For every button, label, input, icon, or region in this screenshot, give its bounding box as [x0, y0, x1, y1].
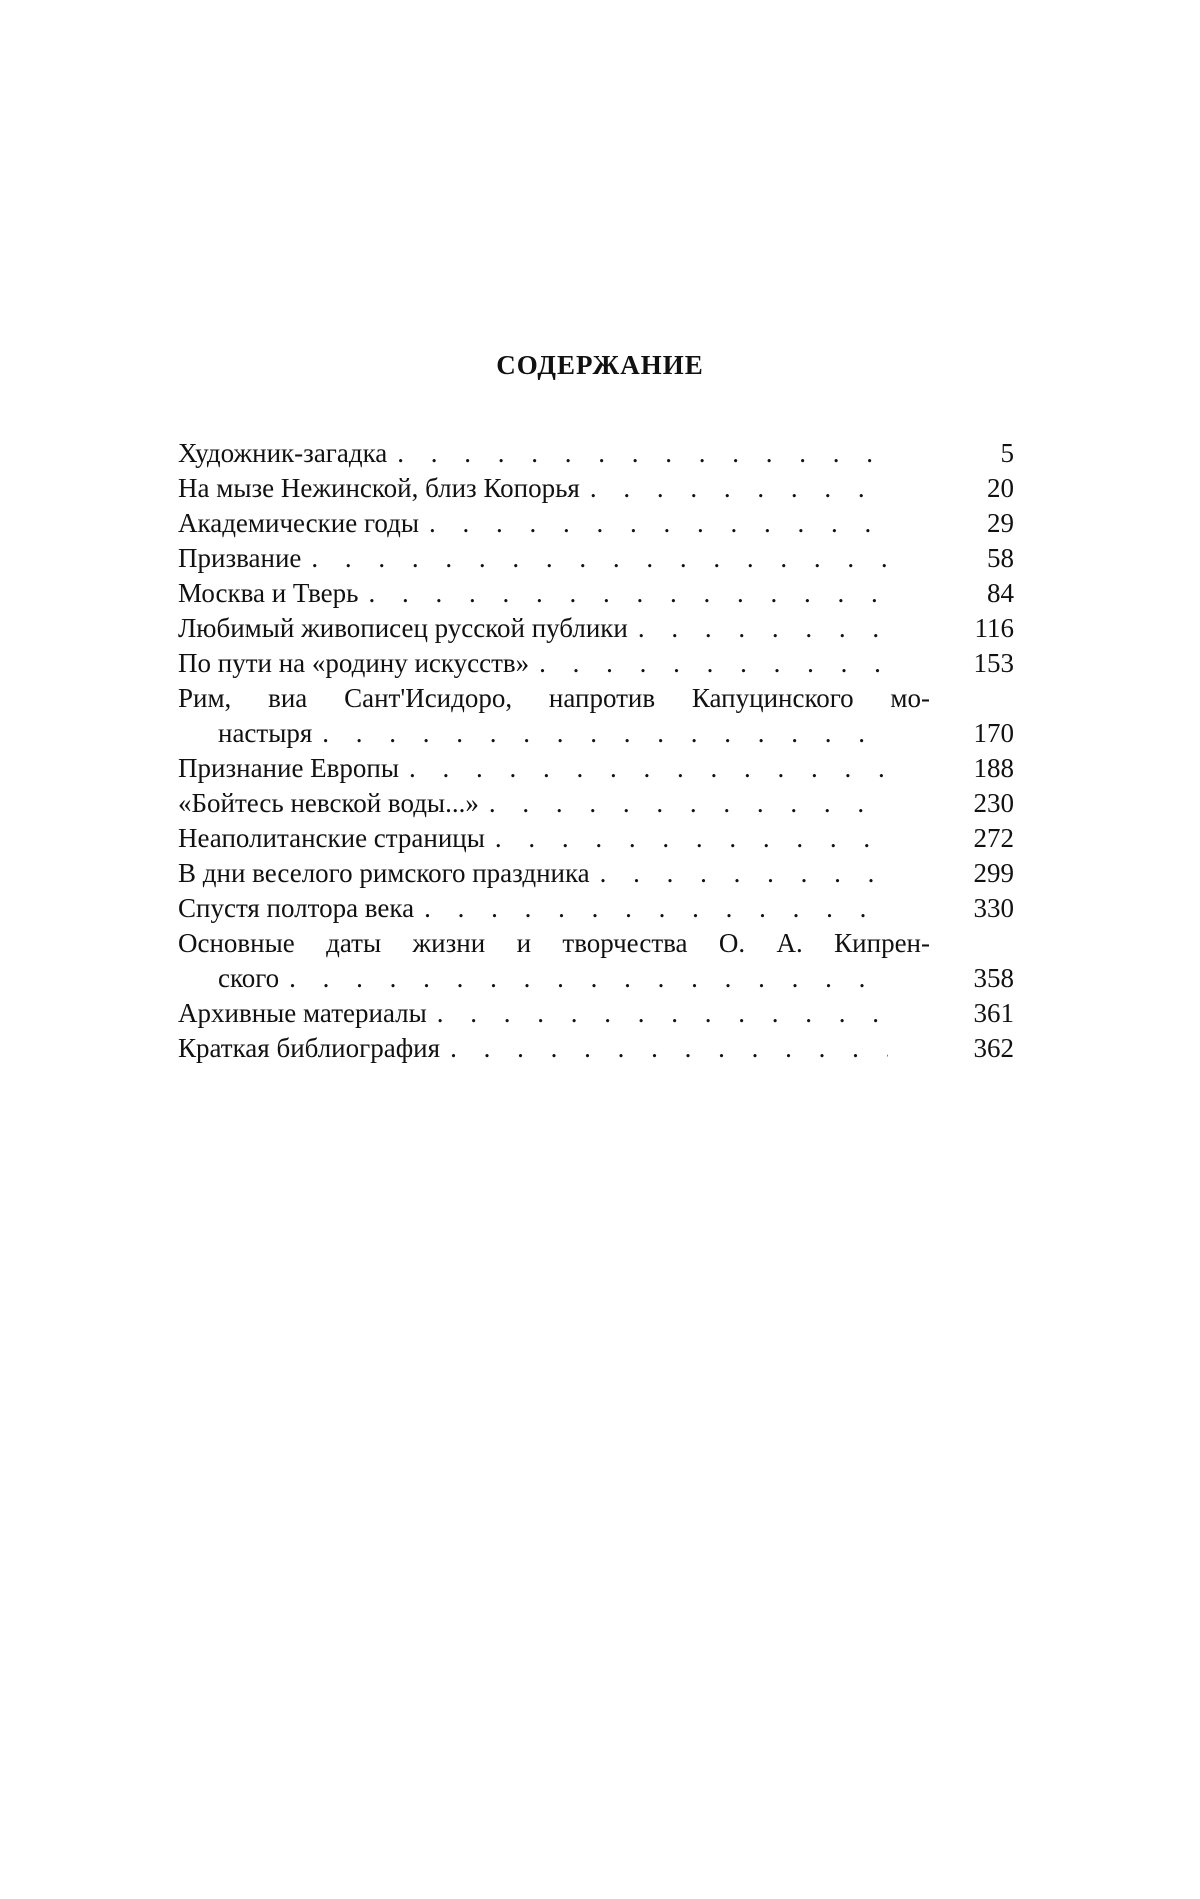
- page-title: СОДЕРЖАНИЕ: [496, 350, 704, 380]
- dot-leader: [368, 576, 888, 611]
- dot-leader: [450, 1031, 888, 1066]
- toc-entry-title-line2: ского: [218, 963, 280, 993]
- toc-entry: [178, 1031, 1014, 1066]
- toc-entry-page: 5: [1000, 438, 1014, 468]
- toc-entry: [178, 576, 1014, 611]
- toc-entry-page: 58: [987, 543, 1014, 573]
- toc-entry: [178, 506, 1014, 541]
- dot-leader: [409, 751, 888, 786]
- toc-entry-title: Спустя полтора века: [178, 893, 415, 923]
- toc-entry: [178, 751, 1014, 786]
- toc-entry: [178, 926, 1014, 996]
- dot-leader: [590, 471, 888, 506]
- toc-entry-title: Признание Европы: [178, 753, 400, 783]
- toc-entry-title: Архивные материалы: [178, 998, 427, 1028]
- toc-entry-title: Краткая библиография: [178, 1033, 441, 1063]
- dot-leader: [600, 856, 888, 891]
- toc-entry-page: 299: [973, 858, 1014, 888]
- toc-entry-page: 116: [974, 613, 1014, 643]
- dot-leader: [397, 436, 888, 471]
- toc-entry-title: По пути на «родину искусств»: [178, 648, 530, 678]
- toc-entry-page: 170: [973, 718, 1014, 748]
- toc-entry-page: 188: [973, 753, 1014, 783]
- toc-entry-title-line2: настыря: [218, 718, 313, 748]
- dot-leader: [424, 891, 888, 926]
- toc-entry: [178, 436, 1014, 471]
- toc-entry-title: Любимый живописец русской публики: [178, 613, 628, 643]
- toc-entry-title: Москва и Тверь: [178, 578, 359, 608]
- dot-leader: [489, 786, 888, 821]
- dot-leader: [495, 821, 888, 856]
- toc-entry-page: 20: [987, 473, 1014, 503]
- toc-entry: [178, 471, 1014, 506]
- dot-leader: [429, 506, 888, 541]
- toc-entry-title: На мызе Нежинской, близ Копорья: [178, 473, 580, 503]
- dot-leader: [289, 961, 888, 996]
- toc-entry: [178, 541, 1014, 576]
- toc-entry-page: 230: [973, 788, 1014, 818]
- toc-entry-title: Академические годы: [178, 508, 419, 538]
- toc-entry-page: 362: [973, 1033, 1014, 1063]
- toc-entry-page: 153: [973, 648, 1014, 678]
- toc-entry-page: 330: [973, 893, 1014, 923]
- dot-leader: [638, 611, 888, 646]
- toc-entry-title: Художник-загадка: [178, 438, 388, 468]
- toc-entry-title-line1: Основные даты жизни и творчества О. А. Кипрен-: [178, 928, 930, 958]
- toc-entry-title: Неаполитанские страницы: [178, 823, 485, 853]
- toc-entry: [178, 856, 1014, 891]
- toc-entry: [178, 611, 1014, 646]
- toc-entry: [178, 646, 1014, 681]
- toc-entry-title: Призвание: [178, 543, 302, 573]
- toc-entry-page: 84: [987, 578, 1014, 608]
- toc-entry-title: «Бойтесь невской воды...»: [178, 788, 479, 818]
- toc-entry-page: 358: [973, 963, 1014, 993]
- toc-entry-title: В дни веселого римского праздника: [178, 858, 590, 888]
- toc-entry: [178, 891, 1014, 926]
- toc-entry: [178, 786, 1014, 821]
- toc-entry-title-line1: Рим, виа Сант'Исидоро, напротив Капуцинского мо-: [178, 683, 930, 713]
- toc-entry: [178, 821, 1014, 856]
- dot-leader: [322, 716, 888, 751]
- toc-entry-page: 29: [987, 508, 1014, 538]
- dot-leader: [311, 541, 888, 576]
- toc-entry-page: 361: [973, 998, 1014, 1028]
- toc-entry: [178, 996, 1014, 1031]
- toc-entry: [178, 681, 1014, 751]
- toc-entry-page: 272: [973, 823, 1014, 853]
- table-of-contents: [178, 436, 1014, 1066]
- dot-leader: [539, 646, 888, 681]
- dot-leader: [437, 996, 888, 1031]
